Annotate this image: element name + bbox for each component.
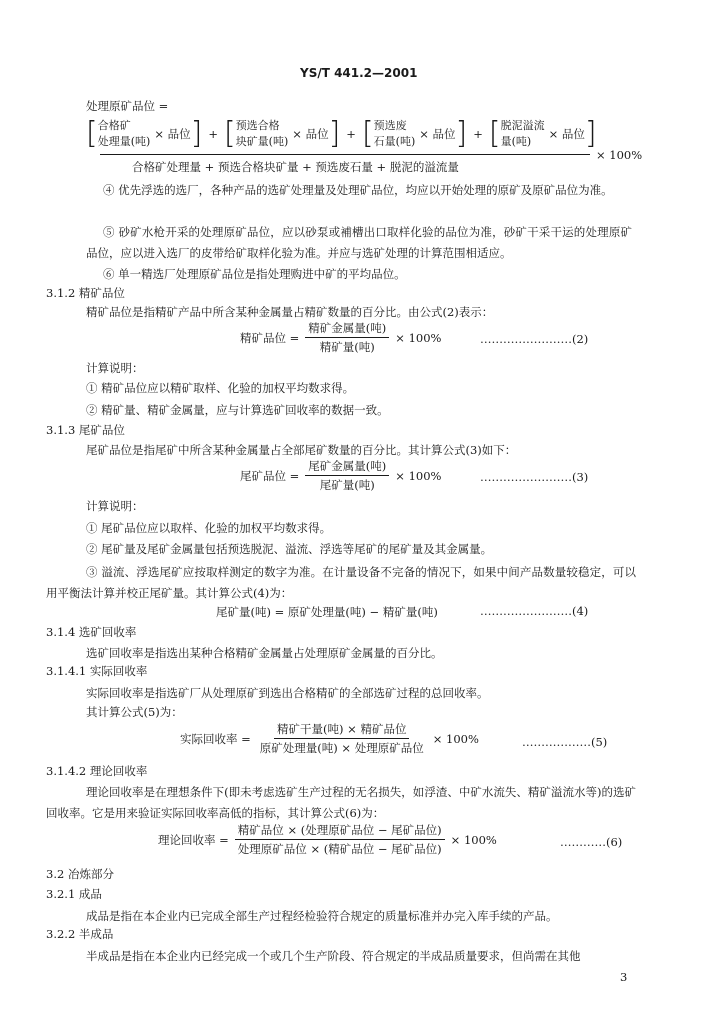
plus-1: + <box>208 127 218 141</box>
group-2-top: 预选合格 <box>235 119 280 132</box>
formula-6-num: 精矿品位 × (处理原矿品位 − 尾矿品位) <box>235 822 445 840</box>
group-3-bottom: 石量(吨) <box>373 135 416 148</box>
formula-3 <box>240 458 447 493</box>
formula-6-times: × 100% <box>450 832 497 847</box>
page-number: 3 <box>620 970 628 984</box>
group-2-bottom: 块矿量(吨) <box>235 135 289 148</box>
s3-1-2-text: 精矿品位是指精矿产品中所含某种金属量占精矿数量的百分比。由公式(2)表示： <box>86 305 494 319</box>
formula-top-denominator: 合格矿处理量 + 预选合格块矿量 + 预选废石量 + 脱泥的溢流量 <box>132 160 459 174</box>
eqno-4: ……………………(4) <box>480 604 589 618</box>
fraction-line-top <box>100 154 590 155</box>
heading-3-2-2: 3.2.2 半成品 <box>46 927 114 941</box>
formula-2 <box>240 320 447 355</box>
formula-5 <box>180 721 485 756</box>
eqno-5: ………………(5) <box>522 735 608 749</box>
group-1-op: × 品位 <box>154 127 191 141</box>
standard-code: YS/T 441.2—2001 <box>300 66 418 80</box>
formula-5-lhs: 实际回收率 = <box>180 731 251 746</box>
formula-2-num: 精矿金属量(吨) <box>305 320 389 338</box>
para-4: ④ 优先浮选的选厂，各种产品的选矿处理量及处理矿品位，均应以开始处理的原矿及原矿品位为准。 <box>103 183 613 197</box>
s3-1-2-item-2: ② 精矿量、精矿金属量，应与计算选矿回收率的数据一致。 <box>86 403 389 417</box>
s3-1-3-item-2: ② 尾矿量及尾矿金属量包括预选脱泥、溢流、浮选等尾矿的尾矿量及其金属量。 <box>86 542 493 556</box>
formula-top-numerator <box>86 118 597 150</box>
formula-top-times100: × 100% <box>596 148 643 162</box>
heading-3-1-4-2: 3.1.4.2 理论回收率 <box>46 764 148 778</box>
heading-3-1-4-1: 3.1.4.1 实际回收率 <box>46 664 148 678</box>
s3-1-2-item-1: ① 精矿品位应以精矿取样、化验的加权平均数求得。 <box>86 381 355 395</box>
para-6: ⑥ 单一精选厂处理原矿品位是指处理购进中矿的平均品位。 <box>103 267 406 281</box>
s3-1-4-1-intro: 其计算公式(5)为： <box>86 705 183 719</box>
group-1-bottom: 处理量(吨) <box>97 135 151 148</box>
eqno-6: …………(6) <box>560 835 623 849</box>
s3-1-3-item-3: ③ 溢流、浮选尾矿应按取样测定的数字为准。在计量设备不完备的情况下，如果中间产品数量较稳定，可以用平衡法计算并校正尾矿量。其计算公式(4)为： <box>46 565 636 600</box>
formula-3-num: 尾矿金属量(吨) <box>305 458 389 476</box>
bracket-group-1: [ 合格矿 处理量(吨) × 品位 ] <box>86 116 203 151</box>
para-5: ⑤ 砂矿水枪开采的处理原矿品位，应以砂泵或補槽出口取样化验的品位为准，砂矿干采干运的处理原矿品位，应以进入选厂的皮带给矿取样化验为准。并应与选矿处理的计算范围相适应。 <box>86 225 632 260</box>
s3-1-4-1-text: 实际回收率是指选矿厂从处理原矿到选出合格精矿的全部选矿过程的总回收率。 <box>86 686 489 700</box>
formula-2-den: 精矿量(吨) <box>319 340 375 354</box>
group-4-op: × 品位 <box>548 127 585 141</box>
formula-6 <box>158 822 503 857</box>
group-3-top: 预选废 <box>373 119 407 132</box>
bracket-group-4: [ 脱泥溢流 量(吨) × 品位 ] <box>488 116 597 151</box>
formula-top-lhs: 处理原矿品位 = <box>86 99 169 113</box>
group-1-top: 合格矿 <box>97 119 131 132</box>
heading-3-1-4: 3.1.4 选矿回收率 <box>46 625 137 639</box>
heading-3-1-2: 3.1.2 精矿品位 <box>46 286 125 300</box>
s3-1-3-item-1: ① 尾矿品位应以取样、化验的加权平均数求得。 <box>86 521 332 535</box>
heading-3-1-3: 3.1.3 尾矿品位 <box>46 423 125 437</box>
formula-4: 尾矿量(吨) = 原矿处理量(吨) − 精矿量(吨) <box>216 605 438 619</box>
heading-3-2: 3.2 冶炼部分 <box>46 867 114 881</box>
eqno-3: ……………………(3) <box>480 470 589 484</box>
formula-6-den: 处理原矿品位 × (精矿品位 − 尾矿品位) <box>237 842 442 856</box>
formula-5-num: 精矿干量(吨) × 精矿品位 <box>274 721 409 739</box>
formula-3-lhs: 尾矿品位 = <box>240 468 300 483</box>
formula-6-lhs: 理论回收率 = <box>158 832 229 847</box>
bracket-group-3: [ 预选废 石量(吨) × 品位 ] <box>361 116 468 151</box>
group-4-bottom: 量(吨) <box>500 135 532 148</box>
bracket-group-2: [ 预选合格 块矿量(吨) × 品位 ] <box>223 116 341 151</box>
formula-5-den: 原矿处理量(吨) × 处理原矿品位 <box>259 741 424 755</box>
plus-2: + <box>346 127 356 141</box>
group-2-op: × 品位 <box>292 127 329 141</box>
formula-5-times: × 100% <box>432 731 479 746</box>
group-3-op: × 品位 <box>419 127 456 141</box>
s3-2-2-text: 半成品是指在本企业内已经完成一个或几个生产阶段、符合规定的半成品质量要求，但尚需在其他 <box>86 949 581 963</box>
plus-3: + <box>473 127 483 141</box>
s3-2-1-text: 成品是指在本企业内已完成全部生产过程经检验符合规定的质量标准并办完入库手续的产品。 <box>86 909 558 923</box>
s3-1-4-2-text: 理论回收率是在理想条件下(即未考虑选矿生产过程的无名损失，如浮渣、中矿水流失、精矿溢流水等)的选矿回收率。它是用来验证实际回收率高低的指标，其计算公式(6)为： <box>46 785 636 820</box>
s3-1-3-text: 尾矿品位是指尾矿中所含某种金属量占全部尾矿数量的百分比。其计算公式(3)如下： <box>86 443 517 457</box>
s3-1-4-text: 选矿回收率是指选出某种合格精矿金属量占处理原矿金属量的百分比。 <box>86 646 443 660</box>
group-4-top: 脱泥溢流 <box>500 119 545 132</box>
formula-3-times: × 100% <box>395 468 442 483</box>
s3-1-3-calc: 计算说明： <box>86 499 144 513</box>
s3-1-2-calc: 计算说明： <box>86 361 144 375</box>
eqno-2: ……………………(2) <box>480 332 589 346</box>
formula-3-den: 尾矿量(吨) <box>319 478 375 492</box>
formula-2-lhs: 精矿品位 = <box>240 330 300 345</box>
formula-2-times: × 100% <box>395 330 442 345</box>
heading-3-2-1: 3.2.1 成品 <box>46 887 102 901</box>
